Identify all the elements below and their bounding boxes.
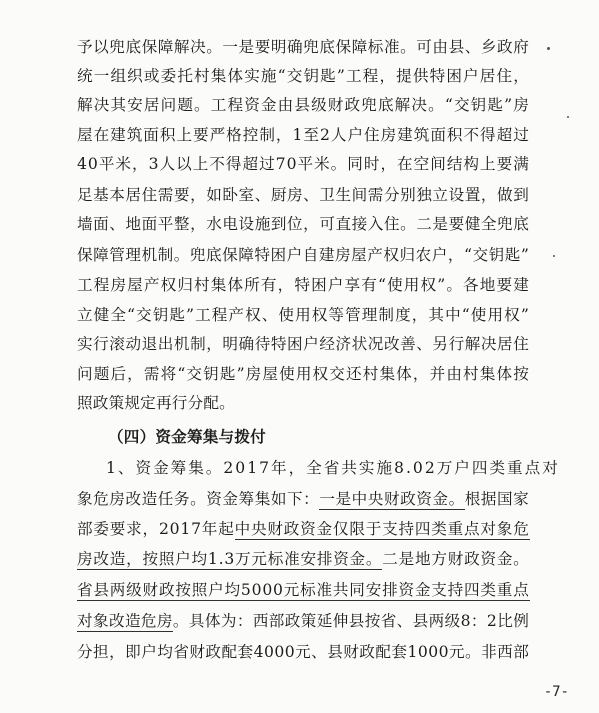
text-line: [77, 552, 530, 568]
text-line: [77, 614, 529, 630]
highlighted-text: 一是中央财政资金。: [319, 490, 465, 508]
text-line: [77, 337, 529, 353]
text-line: [77, 69, 530, 85]
text-line: [106, 461, 560, 477]
section-heading: [108, 429, 266, 445]
scan-speck: [547, 47, 550, 50]
text-segment: 照政策规定再行分配。: [77, 394, 235, 412]
text-line: [77, 396, 235, 412]
text-segment: 40平米，3人以上不得超过70平米。同时，在空间结构上要满: [77, 155, 530, 173]
page-number: -7-: [543, 684, 569, 700]
text-segment: 。具体为：西部政策延伸县按省、县两级8：2比例: [172, 612, 530, 630]
text-segment: 象危房改造任务。资金筹集如下：: [77, 490, 320, 508]
highlighted-text: 房改造，按照户均1.3万元标准安排资金。: [77, 550, 383, 568]
text-line: [77, 128, 530, 144]
text-line: [77, 188, 529, 204]
scan-speck: [567, 116, 569, 118]
text-segment: 1、资金筹集。2017年，全省共实施8.02万户四类重点对: [106, 459, 560, 477]
text-segment: 二是地方财政资金。: [382, 550, 530, 568]
highlighted-text: 对象改造危房: [77, 612, 173, 630]
text-segment: 根据国家: [464, 490, 530, 508]
highlighted-text: 省县两级财政按照户均5000元标准共同安排资金支持四类重点: [77, 581, 530, 599]
text-line: [77, 98, 530, 114]
text-segment: （四）资金筹集与拨付: [108, 427, 266, 446]
text-line: [77, 522, 530, 538]
text-segment: 予以兜底保障解决。一是要明确兜底保障标准。可由县、乡政府: [77, 38, 530, 56]
text-line: [77, 40, 529, 56]
text-segment: 统一组织或委托村集体实施“交钥匙”工程，提供特困户居住，: [77, 67, 530, 85]
text-line: [77, 492, 529, 508]
scan-speck: [553, 255, 555, 257]
text-segment: 实行滚动退出机制，明确待特困户经济状况改善、另行解决居住: [77, 335, 530, 353]
text-line: [77, 367, 530, 383]
text-segment: 立健全“交钥匙”工程产权、使用权等管理制度，其中“使用权”: [77, 306, 530, 324]
text-segment: 解决其安居问题。工程资金由县级财政兜底解决。“交钥匙”房: [77, 96, 530, 114]
text-line: [77, 248, 529, 264]
text-line: [77, 217, 529, 233]
text-segment: 墙面、地面平整，水电设施到位，可直接入住。二是要健全兜底: [77, 215, 530, 233]
highlighted-text: 中央财政资金仅限于支持四类重点对象危: [234, 520, 530, 538]
text-segment: 保障管理机制。兜底保障特困户自建房屋产权归农户，“交钥匙”: [77, 246, 530, 264]
text-segment: 分担，即户均省财政配套4000元、县财政配套1000元。非西部: [77, 643, 530, 661]
text-segment: 足基本居住需要，如卧室、厨房、卫生间需分别独立设置，做到: [77, 186, 530, 204]
text-line: [77, 157, 530, 173]
text-segment: 屋在建筑面积上要严格控制，1至2人户住房建筑面积不得超过: [77, 126, 530, 144]
text-line: [77, 278, 530, 294]
text-line: [77, 583, 530, 599]
text-segment: 问题后，需将“交钥匙”房屋使用权交还村集体，并由村集体按: [77, 365, 530, 383]
text-segment: 工程房屋产权归村集体所有，特困户享有“使用权”。各地要建: [77, 276, 530, 294]
text-line: [77, 308, 530, 324]
text-line: [77, 645, 529, 661]
text-segment: 部委要求，2017年起: [77, 520, 235, 538]
